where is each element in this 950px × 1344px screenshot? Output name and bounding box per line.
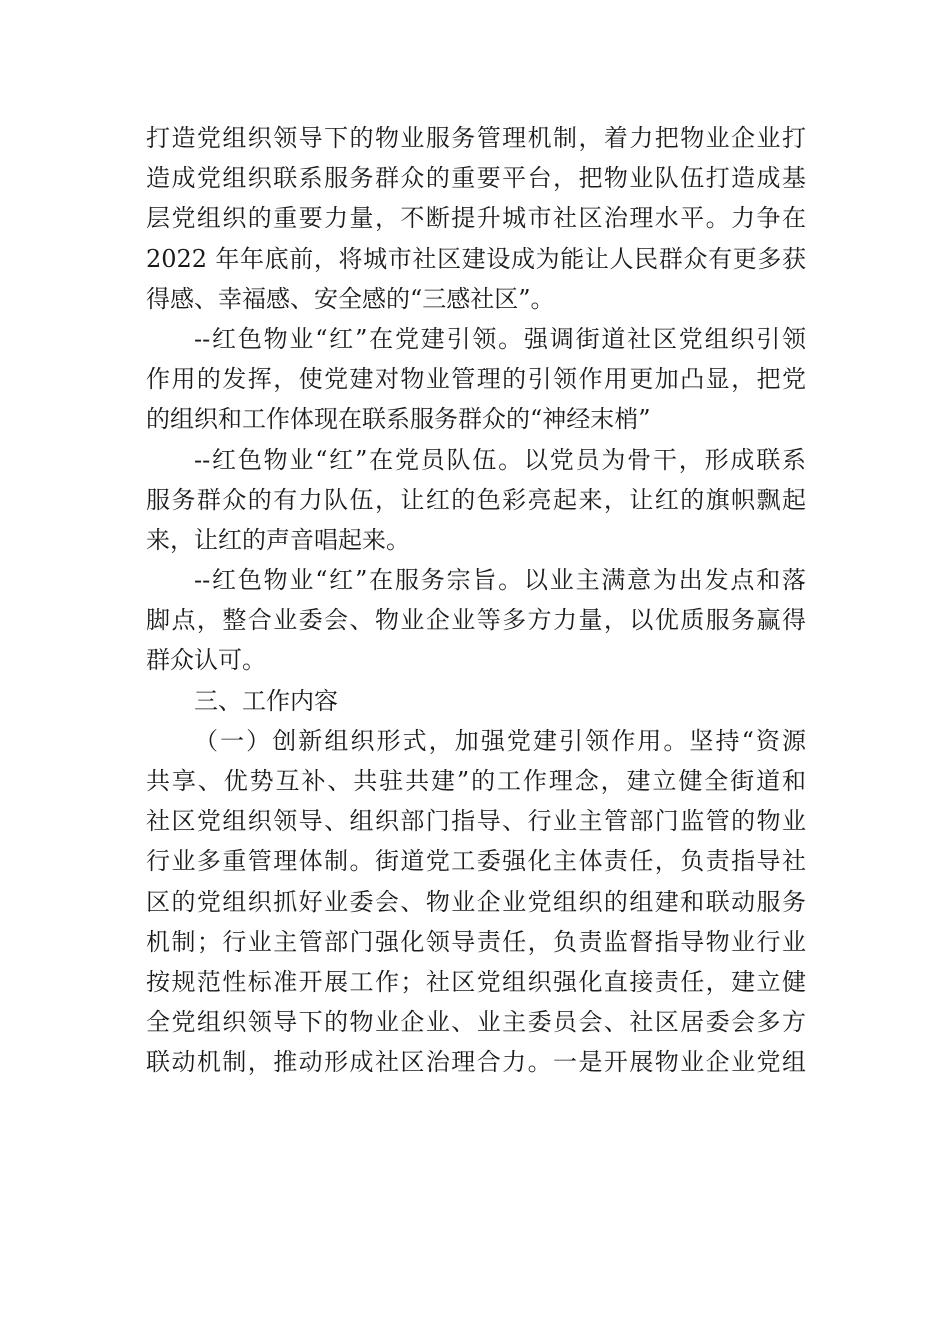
paragraph-line: 的组织和工作体现在联系服务群众的“神经末梢” (146, 405, 651, 434)
paragraph-line: 服务群众的有力队伍，让红的色彩亮起来，让红的旗帜飘起 (146, 485, 806, 514)
paragraph-line: 按规范性标准开展工作；社区党组织强化直接责任，建立健 (146, 967, 806, 996)
paragraph-line: --红色物业“红”在党建引领。强调街道社区党组织引领 (194, 324, 806, 353)
section-heading: 三、工作内容 (194, 686, 338, 715)
paragraph-line: 社区党组织领导、组织部门指导、行业主管部门监管的物业 (146, 807, 806, 836)
paragraph-line: 全党组织领导下的物业企业、业主委员会、社区居委会多方 (146, 1008, 806, 1037)
paragraph-line: 区的党组织抓好业委会、物业企业党组织的组建和联动服务 (146, 887, 806, 916)
paragraph-line: 联动机制，推动形成社区治理合力。一是开展物业企业党组 (146, 1048, 806, 1077)
paragraph-line: 来，让红的声音唱起来。 (146, 525, 410, 554)
document-body (146, 118, 806, 1083)
paragraph-line: 脚点，整合业委会、物业企业等多方力量，以优质服务赢得 (146, 606, 806, 635)
paragraph-line: 行业多重管理体制。街道党工委强化主体责任，负责指导社 (146, 847, 806, 876)
paragraph-line: 层党组织的重要力量，不断提升城市社区治理水平。力争在 (146, 204, 806, 233)
paragraph-line: 共享、优势互补、共驻共建”的工作理念，建立健全街道和 (146, 767, 806, 795)
paragraph-line: 2022 年年底前，将城市社区建设成为能让人民群众有更多获 (146, 244, 806, 273)
paragraph-line: 群众认可。 (146, 646, 266, 675)
paragraph-line: 机制；行业主管部门强化领导责任，负责监督指导物业行业 (146, 927, 806, 956)
paragraph-line: （一）创新组织形式，加强党建引领作用。坚持“资源 (194, 726, 806, 755)
paragraph-line: --红色物业“红”在服务宗旨。以业主满意为出发点和落 (194, 566, 806, 595)
paragraph-line: 造成党组织联系服务群众的重要平台，把物业队伍打造成基 (146, 164, 806, 193)
paragraph-line: 作用的发挥，使党建对物业管理的引领作用更加凸显，把党 (146, 365, 806, 394)
paragraph-line: --红色物业“红”在党员队伍。以党员为骨干，形成联系 (194, 445, 806, 474)
paragraph-line: 打造党组织领导下的物业服务管理机制，着力把物业企业打 (146, 124, 806, 152)
paragraph-line: 得感、幸福感、安全感的“三感社区”。 (146, 284, 555, 313)
